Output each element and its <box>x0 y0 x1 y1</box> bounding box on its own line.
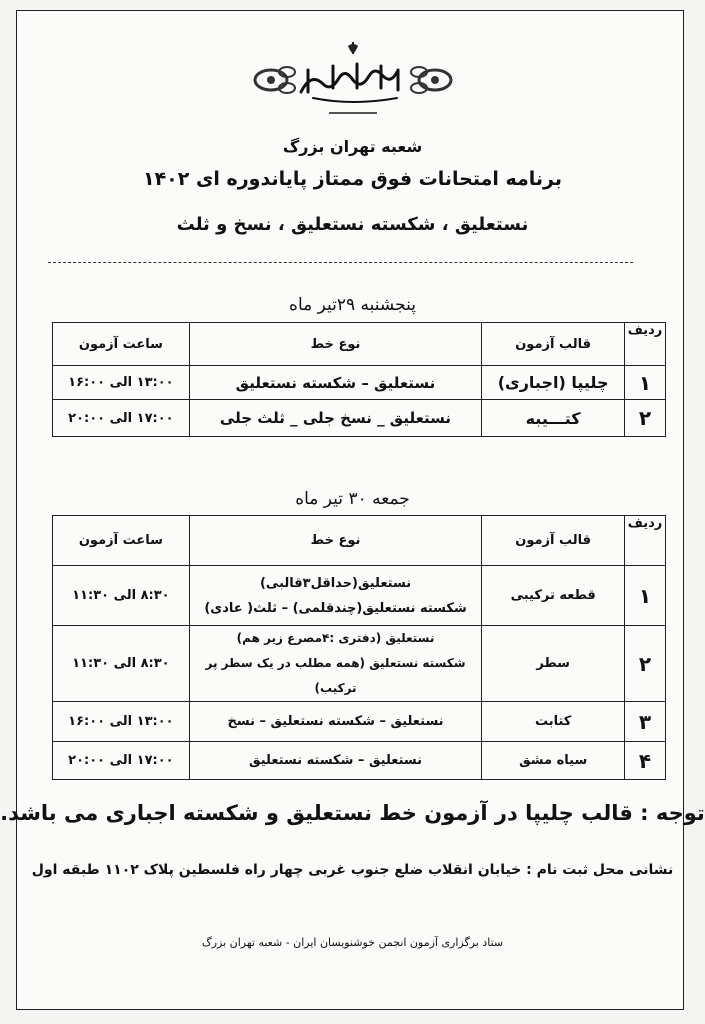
row-time: ۸:۳۰ الی ۱۱:۳۰ <box>53 566 190 626</box>
row-script: نستعلیق _ نسخ جلی _ ثلث جلی <box>189 400 481 437</box>
row-time: ۱۳:۰۰ الی ۱۶:۰۰ <box>53 366 190 400</box>
motto-line <box>329 112 377 114</box>
header-time: ساعت آزمون <box>53 516 190 566</box>
row-number: ۱ <box>625 366 666 400</box>
row-script-line2: شکسته نستعلیق(چندقلمی) – ثلث( عادی) <box>204 600 467 616</box>
table-header-row <box>53 516 666 566</box>
address-text: نشانی محل ثبت نام : خیابان انقلاب ضلع جنوب غربی چهار راه فلسطین پلاک ۱۱۰۲ طبقه اول <box>31 862 674 878</box>
header-format: قالب آزمون <box>482 516 625 566</box>
header-script: نوع خط <box>189 323 481 366</box>
header-time: ساعت آزمون <box>53 323 190 366</box>
row-script-line2: شکسته نستعلیق (همه مطلب در یک سطر پر ترکیب) <box>205 656 466 695</box>
header-row-number: ردیف <box>625 323 666 366</box>
row-format: قطعه ترکیبی <box>482 566 625 626</box>
day1-title: پنجشنبه ۲۹تیر ماه <box>289 295 416 315</box>
row-format: کتـــیبه <box>482 400 625 437</box>
header-script: نوع خط <box>189 516 482 566</box>
ornament-right <box>411 67 451 93</box>
dashed-divider <box>48 262 633 263</box>
row-format: سطر <box>482 626 625 702</box>
table-row <box>53 742 666 780</box>
row-script-line1: نستعلیق(حداقل۳قالبی) <box>259 575 412 591</box>
calligraphy-wordmark <box>301 64 398 102</box>
table-row <box>53 400 666 437</box>
day2-title: جمعه ۳۰ تیر ماه <box>295 489 410 509</box>
row-number: ۱ <box>625 566 666 626</box>
notice-text: توجه : قالب چلیپا در آزمون خط نستعلیق و شکسته اجباری می باشد. <box>0 801 705 825</box>
table-row <box>53 566 666 626</box>
row-time: ۸:۳۰ الی ۱۱:۳۰ <box>53 626 190 702</box>
row-number: ۴ <box>625 742 666 780</box>
row-script-line1: نستعلیق (دفتری :۴مصرع زیر هم) <box>236 631 435 645</box>
row-number: ۲ <box>625 626 666 702</box>
schedule-table-day1 <box>52 322 666 437</box>
table-row <box>53 366 666 400</box>
row-script: نستعلیق – شکسته نستعلیق <box>189 742 482 780</box>
footer-text: ستاد برگزاری آزمون انجمن خوشنویسان ایران - شعبه تهران بزرگ <box>201 936 504 949</box>
table-header-row <box>53 323 666 366</box>
ornament-left <box>255 67 295 93</box>
schedule-table-day2 <box>52 515 666 780</box>
row-format: سیاه مشق <box>482 742 625 780</box>
row-time: ۱۳:۰۰ الی ۱۶:۰۰ <box>53 702 190 742</box>
row-format: چلیپا (اجباری) <box>482 366 625 400</box>
row-script: نستعلیق – شکسته نستعلیق <box>189 366 481 400</box>
branch-name: شعبه تهران بزرگ <box>282 137 423 156</box>
row-script <box>189 626 482 702</box>
row-time: ۱۷:۰۰ الی ۲۰:۰۰ <box>53 400 190 437</box>
page-subtitle: نستعلیق ، شکسته نستعلیق ، نسخ و ثلث <box>176 214 529 235</box>
header-row-number: ردیف <box>625 516 666 566</box>
row-time: ۱۷:۰۰ الی ۲۰:۰۰ <box>53 742 190 780</box>
row-script: نستعلیق – شکسته نستعلیق – نسخ <box>189 702 482 742</box>
header-format: قالب آزمون <box>482 323 625 366</box>
table-row <box>53 702 666 742</box>
page-frame <box>16 10 684 1010</box>
row-format: کتابت <box>482 702 625 742</box>
row-number: ۲ <box>625 400 666 437</box>
row-script <box>189 566 482 626</box>
page-title: برنامه امتحانات فوق ممتاز پایاندوره ای ۱۴۰۲ <box>142 168 562 190</box>
row-number: ۳ <box>625 702 666 742</box>
emblem-icon <box>348 42 358 54</box>
table-row <box>53 626 666 702</box>
association-logo <box>253 40 453 120</box>
